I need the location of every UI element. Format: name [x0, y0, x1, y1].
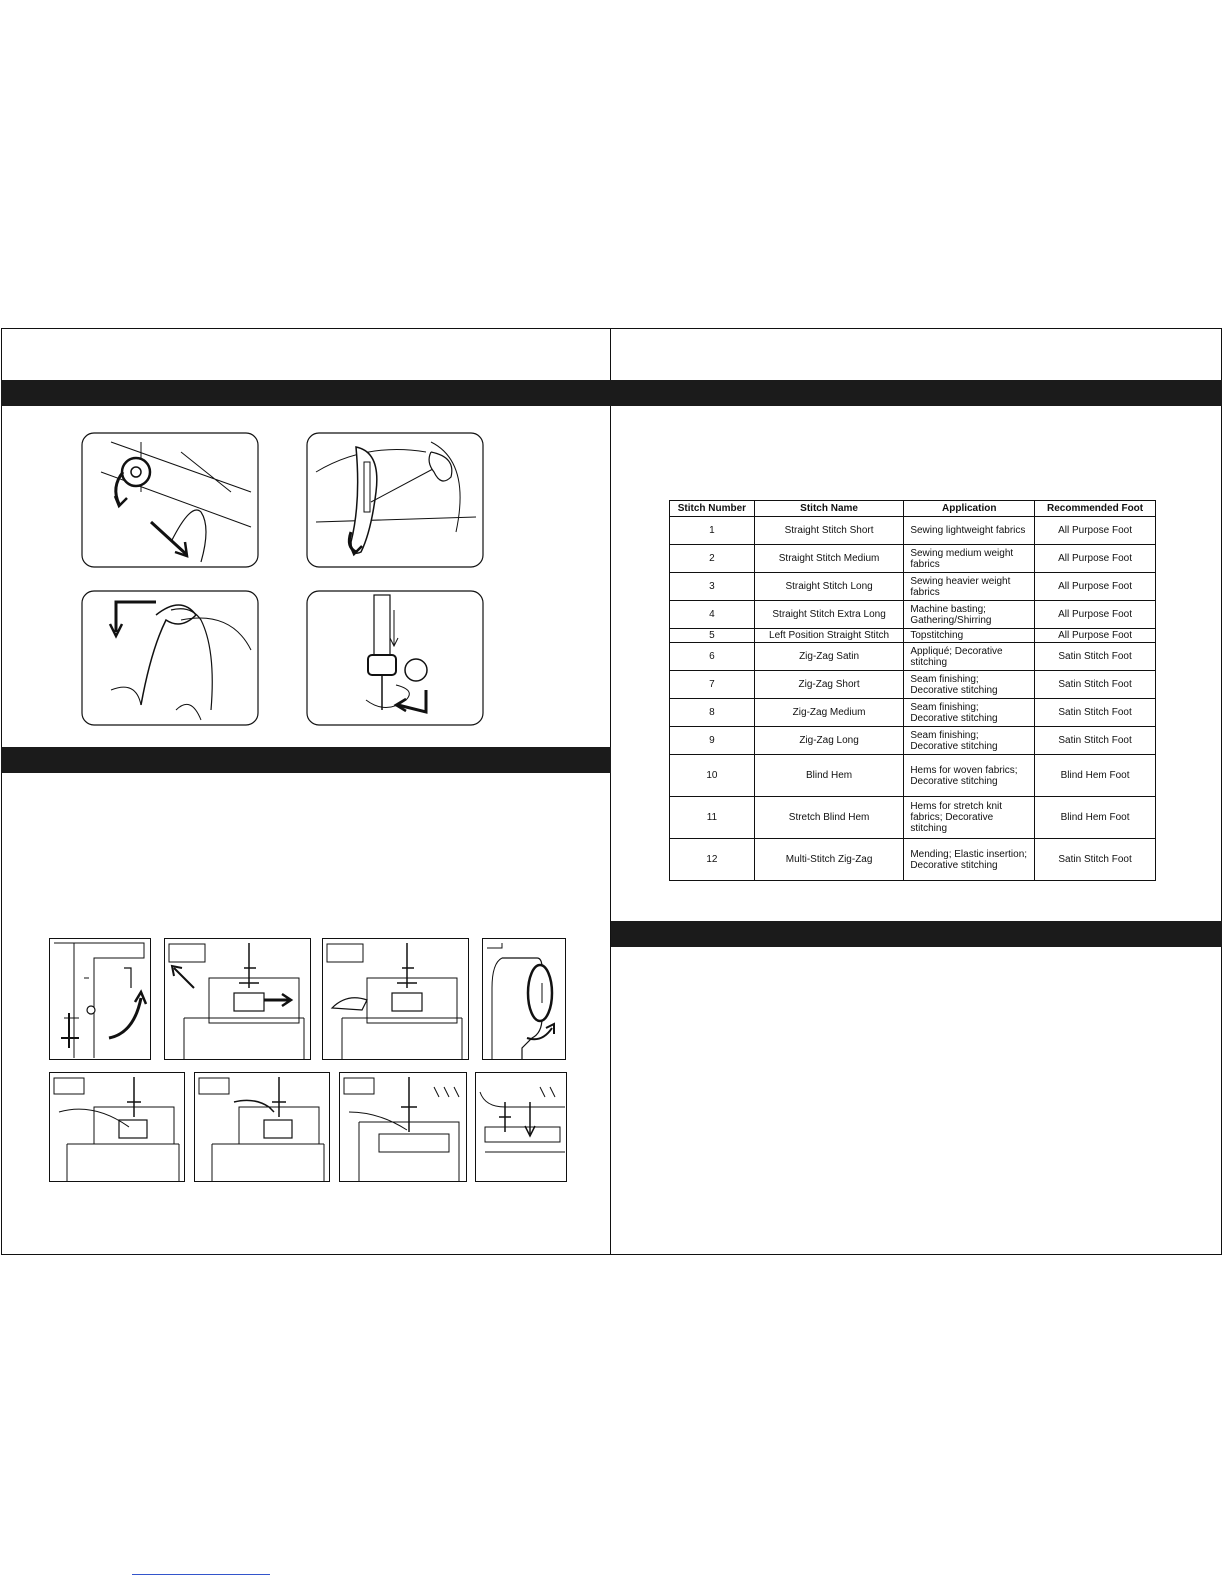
stitch-application: Seam finishing; Decorative stitching — [904, 727, 1035, 755]
stitch-number: 10 — [670, 755, 755, 797]
stitch-name: Blind Hem — [754, 755, 904, 797]
table-row — [670, 643, 1156, 671]
stitch-name: Straight Stitch Short — [754, 517, 904, 545]
table-row — [670, 573, 1156, 601]
take-up-lever-illustration — [306, 432, 484, 568]
stitch-application: Seam finishing; Decorative stitching — [904, 671, 1035, 699]
stitch-application: Seam finishing; Decorative stitching — [904, 699, 1035, 727]
bobbin-thread-step4-illustration — [475, 1072, 567, 1182]
stitch-foot: Satin Stitch Foot — [1035, 727, 1156, 755]
stitch-application: Appliqué; Decorative stitching — [904, 643, 1035, 671]
stitch-name: Zig-Zag Long — [754, 727, 904, 755]
stitch-application: Mending; Elastic insertion; Decorative stitching — [904, 839, 1035, 881]
stitch-number: 9 — [670, 727, 755, 755]
header-stitch-number: Stitch Number — [670, 501, 755, 517]
bobbin-cover-removal-illustration — [322, 938, 469, 1060]
stitch-name: Zig-Zag Satin — [754, 643, 904, 671]
table-row — [670, 517, 1156, 545]
stitch-application: Sewing heavier weight fabrics — [904, 573, 1035, 601]
stitch-application: Sewing medium weight fabrics — [904, 545, 1035, 573]
stitch-foot: All Purpose Foot — [1035, 517, 1156, 545]
stitch-foot: Blind Hem Foot — [1035, 797, 1156, 839]
stitch-foot: Satin Stitch Foot — [1035, 699, 1156, 727]
header-stitch-name: Stitch Name — [754, 501, 904, 517]
stitch-number: 7 — [670, 671, 755, 699]
stitch-number: 6 — [670, 643, 755, 671]
table-header-row — [670, 501, 1156, 517]
stitch-name: Stretch Blind Hem — [754, 797, 904, 839]
handwheel-illustration — [482, 938, 566, 1060]
table-row — [670, 727, 1156, 755]
table-row — [670, 699, 1156, 727]
footer-link-underline[interactable] — [132, 1574, 270, 1575]
stitch-name: Multi-Stitch Zig-Zag — [754, 839, 904, 881]
stitch-foot: Satin Stitch Foot — [1035, 671, 1156, 699]
bobbin-thread-step1-illustration — [49, 1072, 185, 1182]
stitch-name: Zig-Zag Medium — [754, 699, 904, 727]
table-row — [670, 601, 1156, 629]
stitch-number: 11 — [670, 797, 755, 839]
stitch-number: 2 — [670, 545, 755, 573]
stitch-foot: All Purpose Foot — [1035, 601, 1156, 629]
stitch-application: Sewing lightweight fabrics — [904, 517, 1035, 545]
stitch-foot: All Purpose Foot — [1035, 545, 1156, 573]
table-row — [670, 629, 1156, 643]
stitch-foot: All Purpose Foot — [1035, 573, 1156, 601]
table-row — [670, 545, 1156, 573]
section-header-bar-left-lower — [1, 747, 611, 773]
stitch-application: Topstitching — [904, 629, 1035, 643]
lower-thread-guide-illustration — [81, 590, 259, 726]
table-row — [670, 671, 1156, 699]
table-row — [670, 839, 1156, 881]
presser-foot-lever-illustration — [49, 938, 151, 1060]
stitch-foot: Blind Hem Foot — [1035, 755, 1156, 797]
needle-threading-illustration — [306, 590, 484, 726]
stitch-number: 1 — [670, 517, 755, 545]
stitch-number: 3 — [670, 573, 755, 601]
bobbin-cover-illustration — [164, 938, 311, 1060]
stitch-application: Machine basting; Gathering/Shirring — [904, 601, 1035, 629]
section-header-bar-right-lower — [611, 921, 1222, 947]
stitch-name: Straight Stitch Long — [754, 573, 904, 601]
header-application: Application — [904, 501, 1035, 517]
stitch-name: Straight Stitch Medium — [754, 545, 904, 573]
stitch-number: 8 — [670, 699, 755, 727]
table-row — [670, 755, 1156, 797]
stitch-application: Hems for stretch knit fabrics; Decorative stitching — [904, 797, 1035, 839]
stitch-chart-table — [669, 500, 1156, 881]
stitch-number: 5 — [670, 629, 755, 643]
stitch-name: Straight Stitch Extra Long — [754, 601, 904, 629]
stitch-application: Hems for woven fabrics; Decorative stitching — [904, 755, 1035, 797]
header-recommended-foot: Recommended Foot — [1035, 501, 1156, 517]
stitch-number: 4 — [670, 601, 755, 629]
thread-guide-illustration — [81, 432, 259, 568]
stitch-foot: Satin Stitch Foot — [1035, 839, 1156, 881]
page-divider — [610, 328, 611, 1255]
stitch-number: 12 — [670, 839, 755, 881]
bobbin-thread-step3-illustration — [339, 1072, 467, 1182]
table-row — [670, 797, 1156, 839]
stitch-name: Zig-Zag Short — [754, 671, 904, 699]
stitch-foot: All Purpose Foot — [1035, 629, 1156, 643]
stitch-name: Left Position Straight Stitch — [754, 629, 904, 643]
section-header-bar-top — [1, 380, 1222, 406]
stitch-foot: Satin Stitch Foot — [1035, 643, 1156, 671]
bobbin-thread-step2-illustration — [194, 1072, 330, 1182]
